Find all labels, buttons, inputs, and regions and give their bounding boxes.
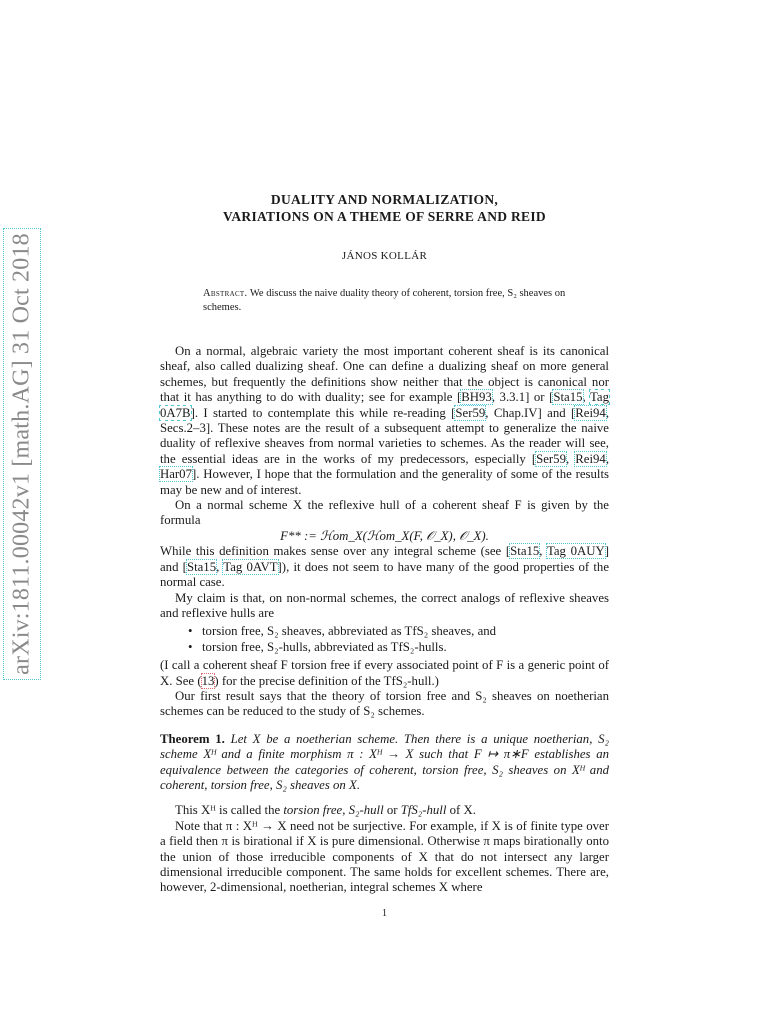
text: ]), it does not seem to have many of the good properties of the normal case. xyxy=(160,559,610,590)
text: , xyxy=(582,390,590,405)
citation-link[interactable]: Ser59 xyxy=(455,405,486,420)
text: or xyxy=(383,803,401,818)
text: ] and [ xyxy=(160,544,609,574)
text: , Secs.2–3]. These notes are the result of a subsequent attempt to generalize the naive duality of reflexive sheaves from normal varieties to schemes. As the reader will see, the essential ideas are in the works of my predecessors, especially [ xyxy=(160,405,610,466)
bullet-item: • torsion free, S₂ sheaves, abbreviated as TfS₂ sheaves, and xyxy=(188,624,609,639)
text: , xyxy=(605,451,610,466)
text: , xyxy=(216,559,224,574)
citation-link[interactable]: Rei94 xyxy=(575,405,606,420)
text: , 3.3.1] or [ xyxy=(491,390,554,405)
emphasis: torsion free, S₂-hull xyxy=(283,803,384,818)
arxiv-id[interactable]: arXiv:1811.00042v1 [math.AG] 31 Oct 2018 xyxy=(8,233,35,675)
abstract-label: Abstract. xyxy=(203,288,248,299)
citation-link[interactable]: Tag 0A7B xyxy=(160,390,609,420)
text: (I call a coherent sheaf F torsion free if every associated point of F is a generic point of X. See ( xyxy=(160,658,609,688)
main-body xyxy=(160,344,609,896)
theorem-statement: Let X be a noetherian scheme. Then there is a unique noetherian, S₂ scheme Xᴴ and a finite morphism π : Xᴴ → X such that F ↦ π∗F establishes an equivalence between the categories of coherent, torsion free, S₂ sheaves on Xᴴ and coherent, torsion free, S₂ sheaves on X. xyxy=(160,731,609,792)
paragraph-torsion-free xyxy=(160,658,609,689)
display-formula: F** := ℋom_X(ℋom_X(F, 𝒪_X), 𝒪_X). xyxy=(280,528,489,543)
paper-title-line-1: DUALITY AND NORMALIZATION, xyxy=(270,192,499,207)
abstract-text: We discuss the naive duality theory of coherent, torsion free, S₂ sheaves on schemes. xyxy=(203,288,566,313)
theorem-1 xyxy=(160,732,609,794)
citation-link[interactable]: Rei94 xyxy=(575,451,606,466)
abstract xyxy=(203,287,568,315)
paragraph-integral-scheme xyxy=(160,544,609,590)
text: ) for the precise definition of the TfS₂-hull.) xyxy=(214,673,439,688)
text: On a normal, algebraic variety the most important coherent sheaf is its canonical sheaf, also called dualizing sheaf. One can define a dualizing sheaf on more general schemes, but frequently the definitions show neither that the object is canonical nor that it has anything to do with duality; see for example [ xyxy=(160,344,609,405)
citation-link[interactable]: BH93 xyxy=(461,390,492,405)
bullet-item: • torsion free, S₂-hulls, abbreviated as TfS₂-hulls. xyxy=(188,640,609,655)
paragraph-claim: My claim is that, on non-normal schemes, the correct analogs of reflexive sheaves and reflexive hulls are xyxy=(160,590,609,620)
citation-link[interactable]: Sta15 xyxy=(510,544,540,559)
text: , xyxy=(539,544,547,559)
text: ]. However, I hope that the formulation and the generality of some of the results may be new and of interest. xyxy=(160,467,609,497)
text: , Chap.IV] and [ xyxy=(485,405,576,420)
paragraph-first-result: Our first result says that the theory of torsion free and S₂ sheaves on noetherian schemes can be reduced to the study of S₂ schemes. xyxy=(160,688,609,719)
paper-title-line-2: VARIATIONS ON A THEME OF SERRE AND REID xyxy=(223,209,546,224)
text: This Xᴴ is called the xyxy=(175,803,284,818)
theorem-label: Theorem 1. xyxy=(160,731,225,746)
author: JÁNOS KOLLÁR xyxy=(341,250,428,262)
reference-link[interactable]: 13 xyxy=(201,673,215,688)
citation-link[interactable]: Sta15 xyxy=(186,559,217,574)
text: , xyxy=(565,451,576,466)
citation-link[interactable]: Sta15 xyxy=(553,390,583,405)
paragraph-surjective: Note that π : Xᴴ → X need not be surjective. For example, if X is of finite type over a field then π is birational if X is pure dimensional. Otherwise π maps birationally onto the union of those irreducible components of X that do not intersect any larger dimensional irreducible component. The same holds for excellent schemes. There are, however, 2-dimensional, noetherian, integral schemes X where xyxy=(160,818,609,895)
citation-link[interactable]: Tag 0AUY xyxy=(546,544,605,559)
citation-link[interactable]: Tag 0AVT xyxy=(223,559,278,574)
page-number: 1 xyxy=(382,908,387,919)
arxiv-stamp xyxy=(3,228,41,680)
paragraph-hull-name xyxy=(160,803,609,818)
bullet-list xyxy=(160,624,609,655)
citation-link[interactable]: Har07 xyxy=(160,467,192,482)
text: While this definition makes sense over any integral scheme (see [ xyxy=(160,544,511,559)
citation-link[interactable]: Ser59 xyxy=(536,451,566,466)
paragraph-reflexive-hull: On a normal scheme X the reflexive hull of a coherent sheaf F is given by the formula xyxy=(160,498,609,528)
emphasis: TfS₂-hull xyxy=(400,803,447,818)
text: ]. I started to contemplate this while re-reading [ xyxy=(190,405,456,420)
paragraph-intro xyxy=(160,344,609,498)
text: of X. xyxy=(446,803,476,818)
